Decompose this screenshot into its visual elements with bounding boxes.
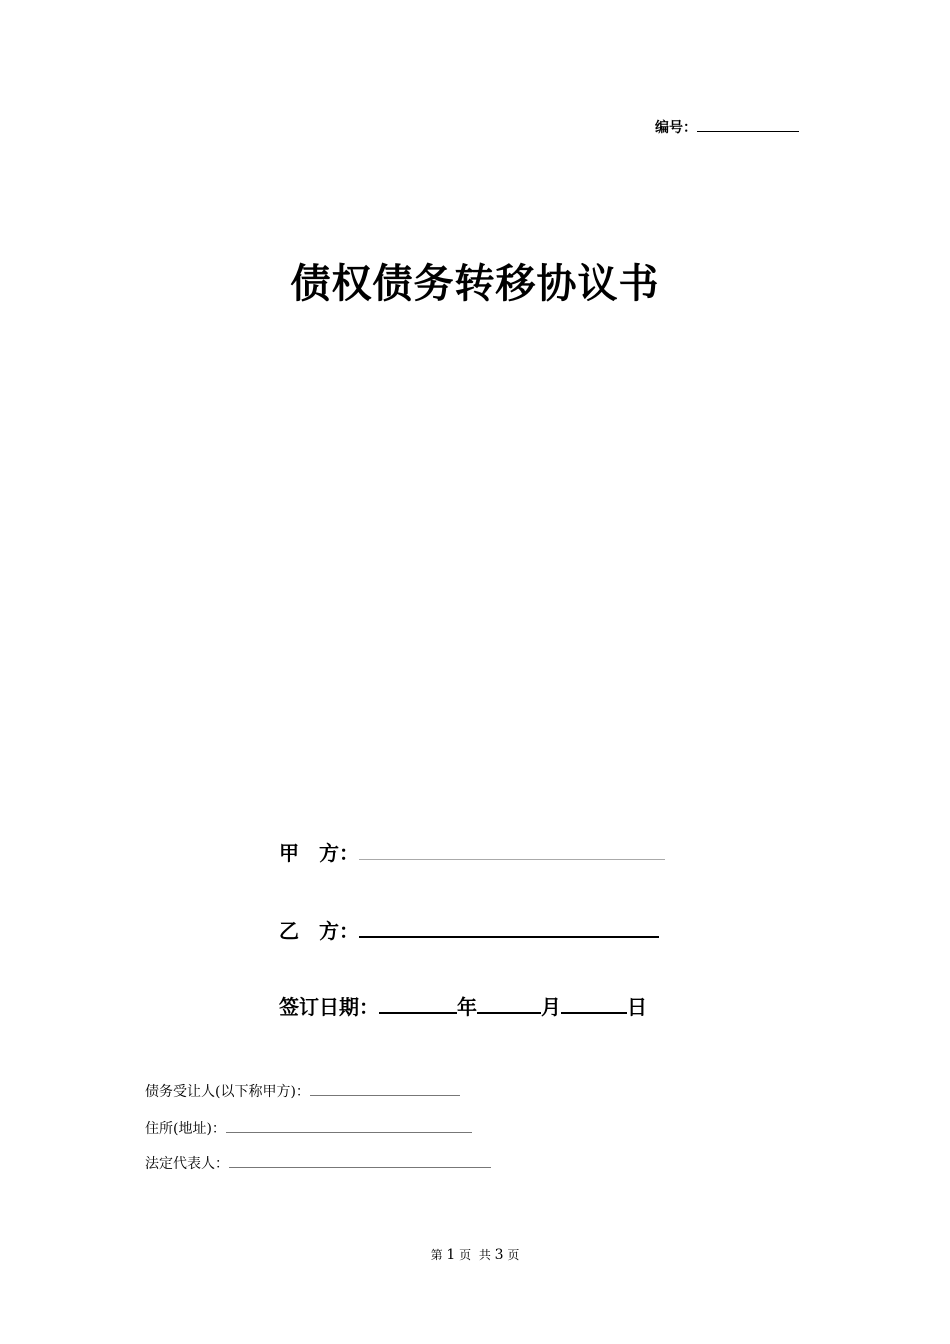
assignee-label: 债务受让人(以下称甲方)：: [145, 1084, 310, 1100]
legal-rep-row: [145, 1153, 491, 1173]
year-label: 年: [457, 995, 477, 1019]
footer-page-unit: 页: [459, 1248, 472, 1262]
month-blank[interactable]: [477, 990, 541, 1014]
address-label: 住所(地址)：: [145, 1121, 226, 1137]
footer-total-pages: 3: [494, 1247, 504, 1263]
day-label: 日: [627, 995, 647, 1019]
party-a-label: 甲 方：: [279, 841, 359, 865]
party-b-row: [279, 914, 659, 944]
month-label: 月: [541, 995, 561, 1019]
legal-rep-blank[interactable]: [229, 1153, 491, 1168]
footer-prefix: 第: [430, 1248, 443, 1262]
party-a-blank[interactable]: [359, 839, 665, 860]
party-b-blank[interactable]: [359, 914, 659, 938]
footer-total-unit: 页: [507, 1248, 520, 1262]
serial-number: [655, 115, 799, 137]
address-row: [145, 1118, 472, 1138]
year-blank[interactable]: [379, 990, 457, 1014]
assignee-row: [145, 1081, 460, 1101]
legal-rep-label: 法定代表人：: [145, 1156, 229, 1172]
serial-label: 编号：: [655, 120, 697, 136]
assignee-blank[interactable]: [310, 1081, 460, 1096]
party-b-label: 乙 方：: [279, 919, 359, 943]
document-title: 债权债务转移协议书: [290, 261, 660, 307]
sign-date-row: [279, 990, 647, 1020]
footer-page-number: 1: [446, 1247, 456, 1263]
serial-blank[interactable]: [697, 115, 799, 132]
footer-total-prefix: 共: [478, 1248, 491, 1262]
party-a-row: [279, 837, 665, 866]
day-blank[interactable]: [561, 990, 627, 1014]
page-footer: [0, 1246, 950, 1263]
sign-date-label: 签订日期：: [279, 995, 379, 1019]
address-blank[interactable]: [226, 1118, 472, 1133]
